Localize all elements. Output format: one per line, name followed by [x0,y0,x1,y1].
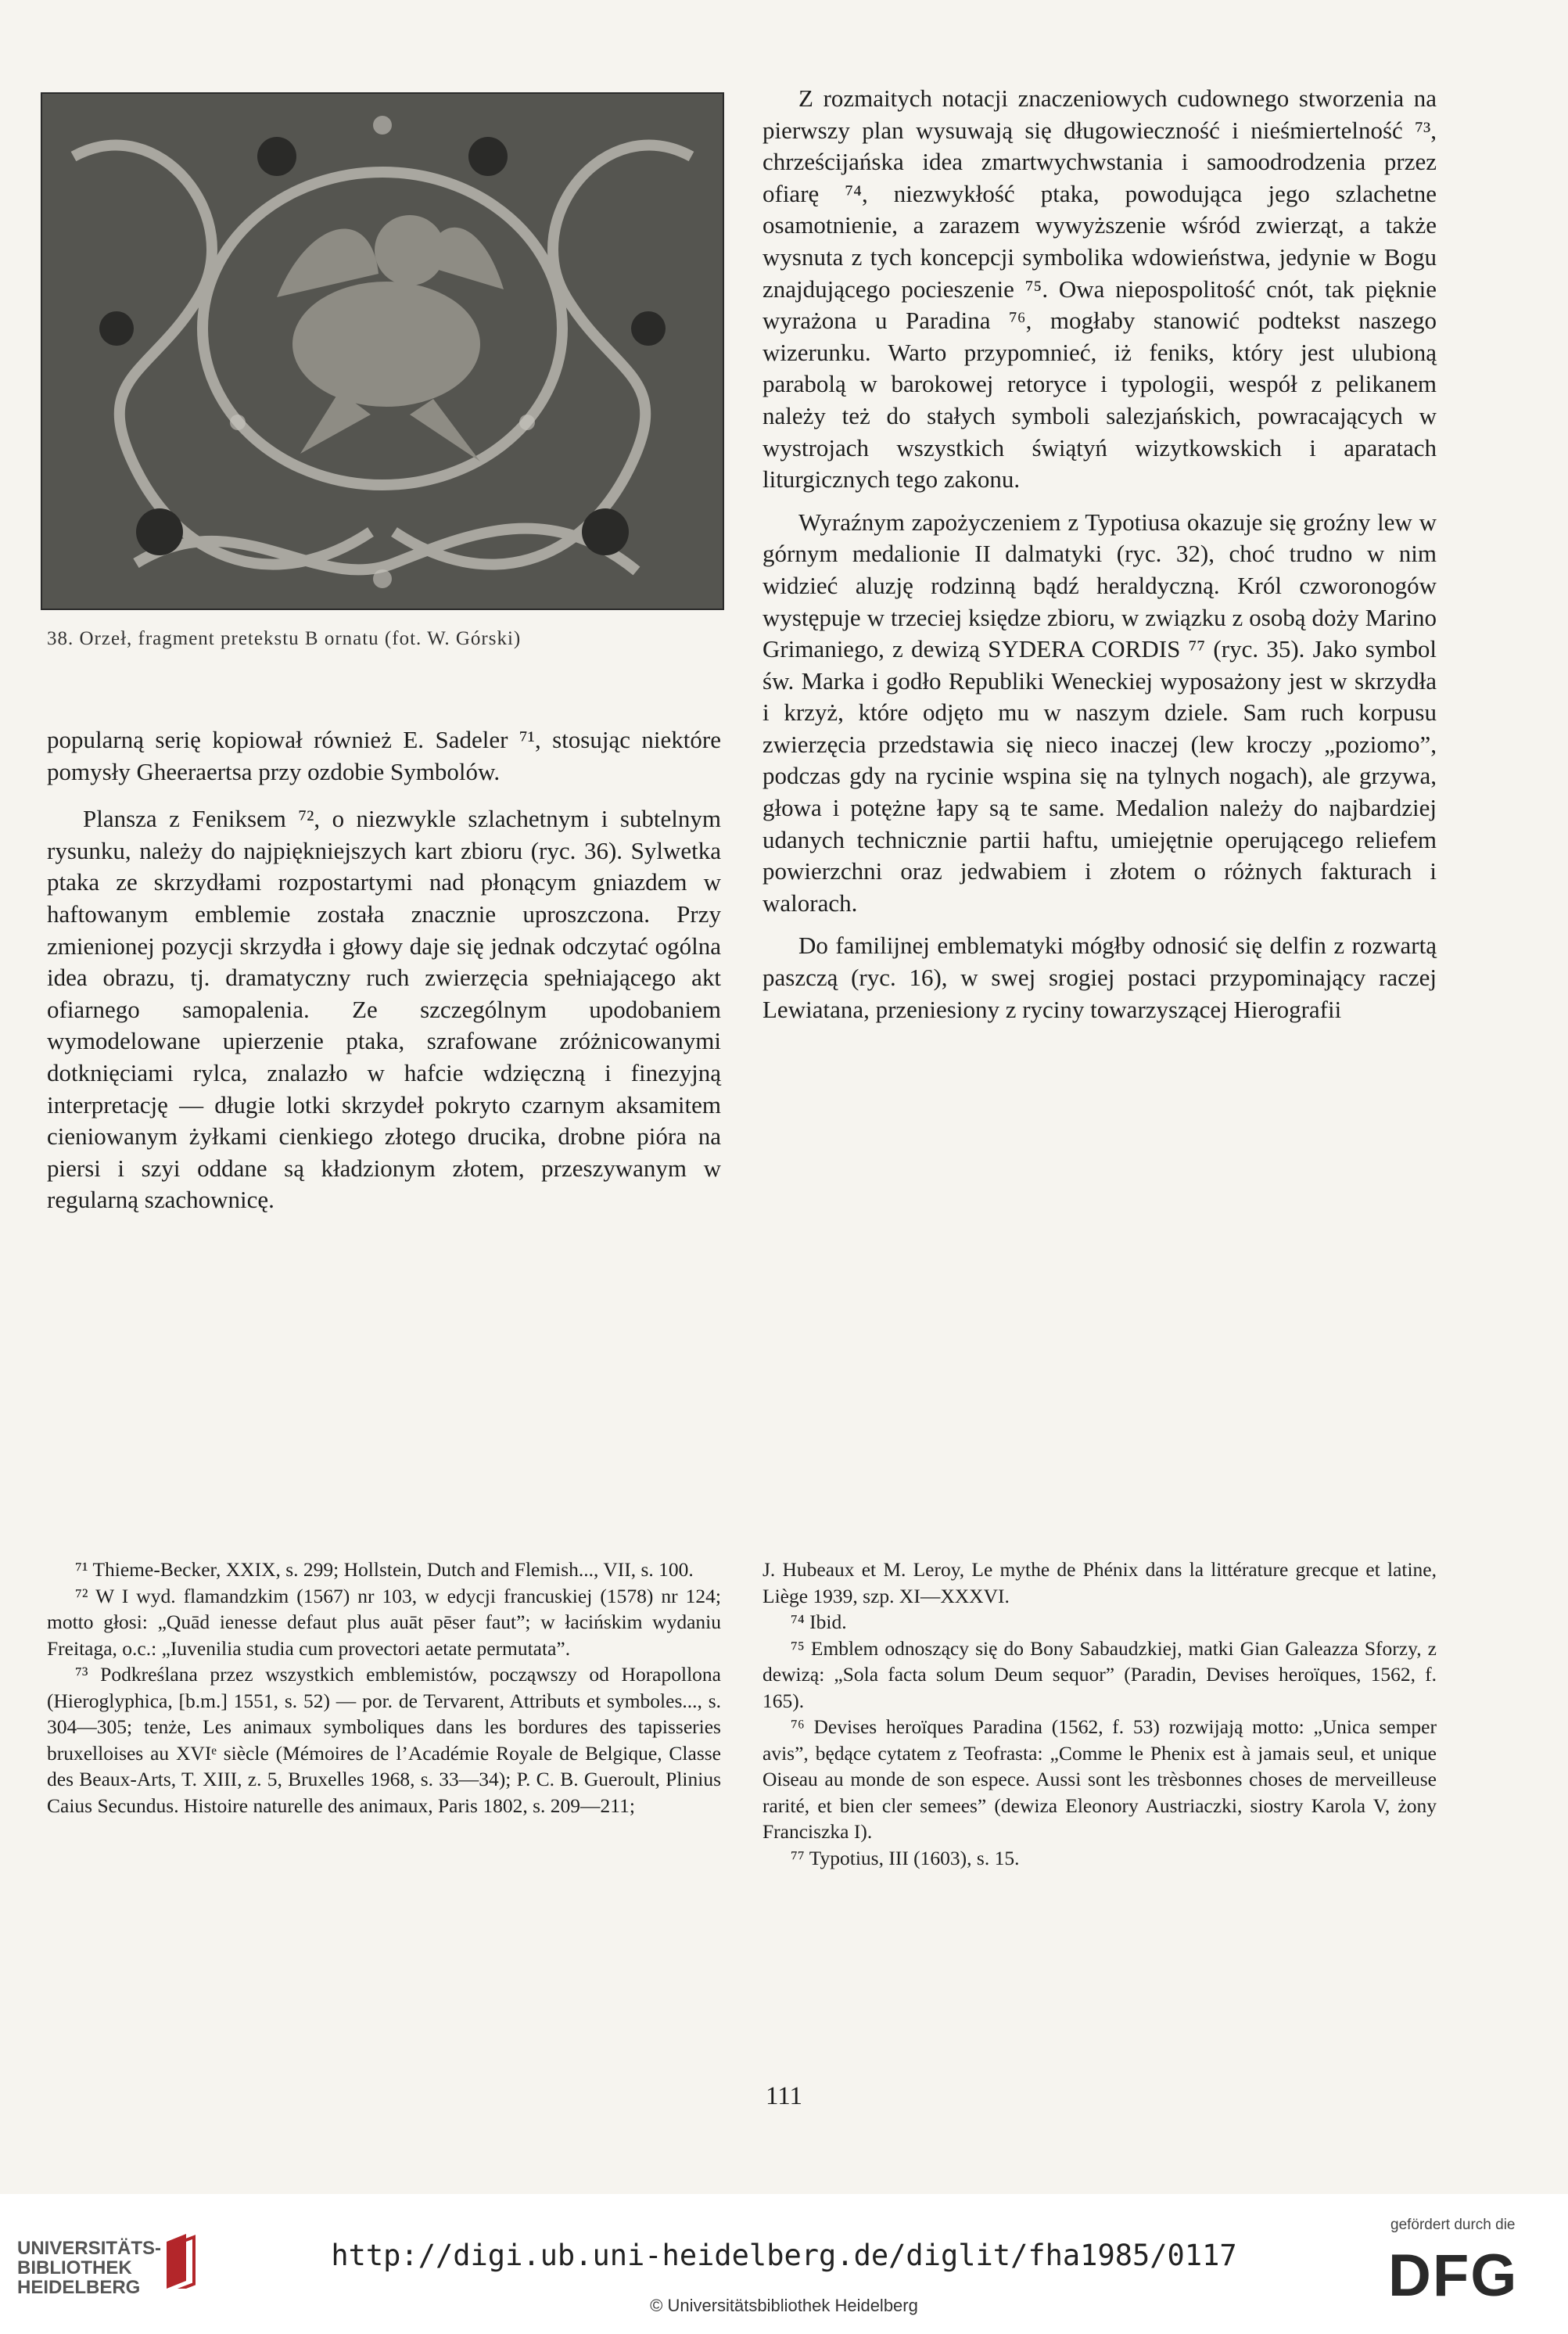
copyright-notice: © Universitätsbibliothek Heidelberg [650,2296,918,2315]
document-url-link[interactable]: http://digi.ub.uni-heidelberg.de/diglit/fha1985/0117 [331,2239,1237,2272]
page-number: 111 [765,2082,803,2110]
eagle-embroidery-illustration [42,94,723,609]
figure-caption: 38. Orzeł, fragment pretekstu B ornatu (fot. W. Górski) [47,628,522,649]
library-name-line-2: BIBLIOTHEK [17,2257,132,2278]
right-paragraph-2: Wyraźnym zapożyczeniem z Typotiusa okazuje się groźny lew w górnym medalionie II dalmatyki (ryc. 32), choć trudno w nim widzieć aluzję rodzinną bądź heraldyczną. Król czworonogów występuje w trzeciej księdze zbioru, w związku z osobą doży Marino Grimaniego, z dewizą SYDERA CORDIS ⁷⁷ (ryc. 35). Jako symbol św. Marka i godło Republiki Weneckiej wyposażony jest w skrzydła i krzyż, które odjęto mu w naszym dziele. Sam ruch korpusu zwierzęcia przedstawia się nieco inaczej (lew kroczy „poziomo”, podczas gdy na rycinie wspina się na tylnych nogach), ale grzywa, głowa i potężne łapy są te same. Medalion należy do najbardziej udanych technicznie partii haftu, umiejętnie operującego reliefem powierzchni oraz jedwabiem i złotem o różnych fakturach i walorach. [762,508,1437,917]
right-column [762,83,1437,1025]
footnote-75: ⁷⁵ Emblem odnoszący się do Bony Sabaudzkiej, matki Gian Galeazza Sforzy, z dewizą: „Sola facta solum Deum sequor” (Paradin, Devises heroïques, 1562, f. 165). [762,1636,1437,1712]
footnote-76: ⁷⁶ Devises heroïques Paradina (1562, f. 53) rozwijają motto: „Unica semper avis”, będące cytatem z Teofrasta: „Comme le Phenix est à jamais seul, et unique Oiseau au monde de son espece. Aussi sont les trèsbonnes choses de merveilleuse rarité, et bien cler semees” (dewiza Eleonory Austriaczki, siostry Karola V, żony Franciszka I). [762,1715,1437,1843]
footnotes-left [47,1557,721,1819]
dfg-logo: DFG [1388,2242,1519,2309]
library-name-line-1: UNIVERSITÄTS- [17,2238,162,2259]
footnote-71: ⁷¹ Thieme-Becker, XXIX, s. 299; Hollstein, Dutch and Flemish..., VII, s. 100. [75,1558,694,1581]
footnote-72: ⁷² W I wyd. flamandzkim (1567) nr 103, w edycji francuskiej (1578) nr 124; motto głosi: „Quād ienesse defaut plus auāt pēser faut”; w łacińskim wydaniu Freitaga, o.c.: „Iuvenilia studia cum provectori aetate permutata”. [47,1584,721,1660]
dfg-funding-caption: gefördert durch die [1390,2217,1516,2233]
footnote-73: ⁷³ Podkreślana przez wszystkich emblemistów, począwszy od Horapollona (Hieroglyphica, [b.m.] 1551, s. 52) — por. de Tervarent, Attributs et symboles..., s. 304—305; tenże, Les animaux symboliques dans les bordures des tapisseries bruxelloises au XVIᵉ siècle (Mémoires de l’Académie Royale de Belgique, Classe des Beaux-Arts, T. XIII, z. 5, Bruxelles 1968, s. 33—34); P. C. B. Gueroult, Plinius Caius Secundus. Histoire naturelle des animaux, Paris 1802, s. 209—211; [47,1663,721,1817]
footnotes-right [762,1557,1437,1871]
footnote-74: ⁷⁴ Ibid. [791,1610,847,1633]
right-paragraph-3: Do familijnej emblematyki mógłby odnosić się delfin z rozwartą paszczą (ryc. 16), w swej srogiej postaci przypominający raczej Lewiatana, przeniesiony z ryciny towarzyszącej Hierografii [762,932,1437,1023]
right-paragraph-1: Z rozmaitych notacji znaczeniowych cudownego stworzenia na pierwszy plan wysuwają się długowieczność i nieśmiertelność ⁷³, chrześcijańska idea zmartwychwstania i samoodrodzenia przez ofiarę ⁷⁴, niezwykłość ptaka, powodująca jego szlachetne osamotnienie, a zarazem wywyższenie wśród zwierząt, a także wysnuta z tych koncepcji symbolika wdowieństwa, jedynie w Bogu znajdującego pocieszenie ⁷⁵. Owa niepospolitość cnót, tak pięknie wyrażona u Paradina ⁷⁶, mogłaby stanowić podtekst naszego wizerunku. Warto przypomnieć, iż feniks, który jest ulubioną parabolą w barokowej retoryce i typologii, wespół z pelikanem należy też do stałych symboli salezjańskich, powracających w wystrojach wszystkich świątyń wizytkowskich i aparatach liturgicznych tego zakonu. [762,84,1437,494]
left-paragraph-1: popularną serię kopiował również E. Sadeler ⁷¹, stosując niektóre pomysły Gheeraertsa przy ozdobie Symbolów. [47,726,721,785]
figure-eagle-embroidery [41,92,724,610]
library-name-line-3: HEIDELBERG [17,2277,141,2298]
left-column [47,724,721,1216]
footnote-77: ⁷⁷ Typotius, III (1603), s. 15. [791,1846,1020,1869]
footnote-73-continued: J. Hubeaux et M. Leroy, Le mythe de Phénix dans la littérature grecque et latine, Liège 1939, szp. XI—XXXVI. [762,1558,1437,1607]
left-paragraph-2: Plansza z Feniksem ⁷², o niezwykle szlachetnym i subtelnym rysunku, należy do najpiękniejszych kart zbioru (ryc. 36). Sylwetka ptaka ze skrzydłami rozpostartymi nad płonącym gniazdem w haftowanym emblemie została znacznie uproszczona. Przy zmienionej pozycji skrzydła i głowy daje się jednak odczytać ogólna idea obrazu, tj. dramatyczny ruch zwierzęcia spełniającego akt ofiarnego samopalenia. Ze szczególnym upodobaniem wymodelowane upierzenie ptaka, szrafowane zróżnicowanymi dotknięciami rylca, znalazło w hafcie wdzięczną i finezyjną interpretację — długie lotki skrzydeł pokryto czarnym aksamitem cieniowanym żyłkami cienkiego złotego drucika, drobne pióra na piersi i szyi oddane są kładzionym złotem, przeszywanym w regularną szachownicę. [47,805,721,1214]
